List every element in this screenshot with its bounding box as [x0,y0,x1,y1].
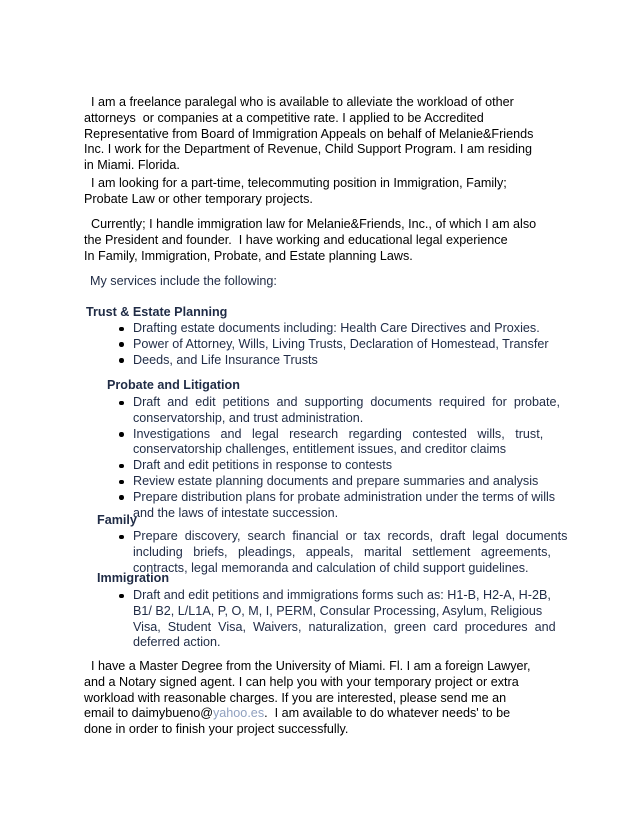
probate-list [133,395,559,521]
list-item-text: Investigations and legal research regarding contested wills, trust, [133,426,544,441]
bullet-icon [119,342,124,347]
currently-paragraph [84,217,554,264]
list-item-text: Deeds, and Life Insurance Trusts [133,352,318,367]
trust-list [133,321,553,368]
closing-line: workload with reasonable charges. If you are interested, please send me an [84,690,507,705]
list-item-text: conservatorship challenges, entitlement issues, and creditor claims [133,442,507,457]
list-item [133,395,559,427]
list-item-text: and the laws of intestate succession. [133,505,339,520]
list-item-text: Draft and edit petitions and supporting documents required for probate, [133,395,561,409]
intro-paragraph [84,95,554,174]
bullet-icon [119,358,124,363]
bullet-icon [119,495,124,500]
intro-line: Representative from Board of Immigration Appeals on behalf of Melanie&Friends [84,126,534,141]
probate-section [107,378,577,394]
list-item [133,588,559,651]
currently-line: Currently; I handle immigration law for Melanie&Friends, Inc., of which I am also [84,217,537,231]
trust-heading: Trust & Estate Planning [86,305,228,319]
looking-line: Probate Law or other temporary projects. [84,191,313,206]
closing-line: done in order to finish your project successfully. [84,722,349,737]
intro-line: attorneys or companies at a competitive rate. I applied to be Accredited [84,110,484,125]
closing-line: I have a Master Degree from the University of Miami. Fl. I am a foreign Lawyer, [84,659,531,673]
currently-line: the President and founder. I have working and educational legal experience [84,232,508,247]
list-item-text: Drafting estate documents including: Health Care Directives and Proxies. [133,321,540,335]
list-item-text: Draft and edit petitions and immigrations forms such as: H1-B, H2-A, H-2B, [133,588,551,602]
services-intro [90,274,560,290]
services-intro-text: My services include the following: [90,274,277,288]
intro-line: I am a freelance paralegal who is available to alleviate the workload of other [84,95,514,109]
list-item-text: Prepare distribution plans for probate administration under the terms of wills [133,489,556,504]
closing-email-line [84,706,554,722]
list-item-text: Review estate planning documents and prepare summaries and analysis [133,473,539,488]
list-item [133,427,559,459]
family-heading: Family [97,513,137,527]
family-section [97,513,567,529]
looking-paragraph [84,176,554,208]
list-item [133,353,553,369]
bullet-icon [119,594,124,599]
immigration-section [97,571,567,587]
currently-line: In Family, Immigration, Probate, and Estate planning Laws. [84,248,413,263]
email-link[interactable]: yahoo.es [213,706,265,721]
bullet-icon [119,464,124,469]
trust-section [86,305,556,321]
bullet-icon [119,480,124,485]
closing-line: and a Notary signed agent. I can help you with your temporary project or extra [84,674,519,689]
email-prefix: email to daimybueno@ [84,706,213,721]
list-item [133,337,553,353]
list-item-text: B1/ B2, L/L1A, P, O, M, I, PERM, Consular Processing, Asylum, Religious [133,603,543,618]
immigration-heading: Immigration [97,571,170,585]
list-item-text: conservatorship, and trust administration. [133,410,364,425]
immigration-list [133,588,559,651]
bullet-icon [119,327,124,332]
bullet-icon [119,401,124,406]
probate-heading: Probate and Litigation [107,378,240,392]
list-item-text: including briefs, pleadings, appeals, marital settlement agreements, [133,544,551,559]
family-list [133,529,568,576]
closing-paragraph [84,659,554,738]
list-item-text: deferred action. [133,635,221,650]
list-item [133,321,553,337]
intro-line: Inc. I work for the Department of Revenue, Child Support Program. I am residing [84,142,532,157]
bullet-icon [119,535,124,540]
email-suffix: . I am available to do whatever needs' to be [264,706,511,721]
list-item [133,529,568,576]
list-item-text: contracts, legal memoranda and calculation of child support guidelines. [133,560,529,575]
looking-line: I am looking for a part-time, telecommuting position in Immigration, Family; [84,176,507,190]
intro-line: in Miami. Florida. [84,158,180,173]
bullet-icon [119,432,124,437]
list-item [133,474,559,490]
list-item-text: Visa, Student Visa, Waivers, naturalization, green card procedures and [133,619,556,634]
list-item [133,458,559,474]
list-item-text: Power of Attorney, Wills, Living Trusts, Declaration of Homestead, Transfer [133,336,549,351]
list-item-text: Prepare discovery, search financial or tax records, draft legal documents [133,529,568,543]
list-item-text: Draft and edit petitions in response to contests [133,458,393,473]
